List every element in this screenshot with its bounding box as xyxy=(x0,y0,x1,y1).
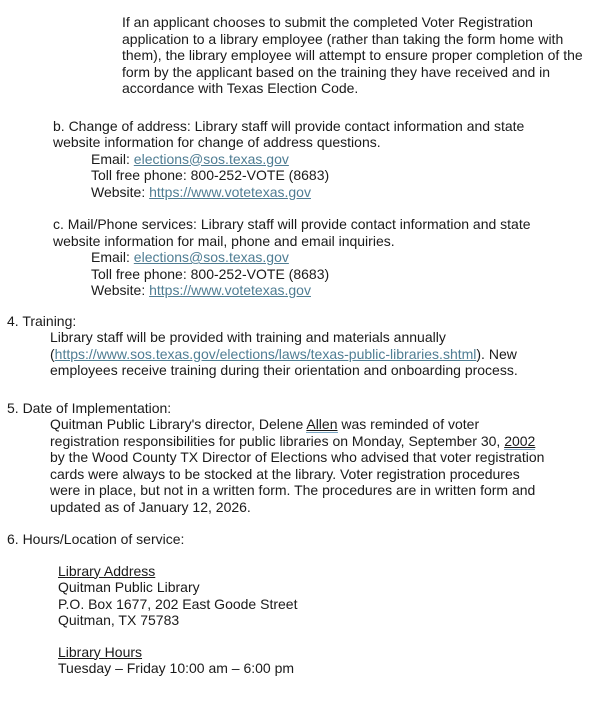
paren-open: ( xyxy=(50,345,55,362)
text-line: cards were always to be stocked at the library. Voter registration procedures xyxy=(50,465,520,482)
intro-paragraph xyxy=(122,14,600,97)
email-line xyxy=(91,249,600,266)
text-line: application to a library employee (rather than taking the form home with xyxy=(122,30,564,47)
email-link[interactable]: elections@sos.texas.gov xyxy=(133,150,289,167)
text-line: employees receive training during their orientation and onboarding process. xyxy=(50,362,518,378)
text-line: website information for change of address questions. xyxy=(53,134,381,150)
address-line: Quitman Public Library xyxy=(58,579,200,595)
text-line: website information for mail, phone and email inquiries. xyxy=(53,232,395,249)
text-line: accordance with Texas Election Code. xyxy=(122,80,359,96)
address-line: P.O. Box 1677, 202 East Goode Street xyxy=(58,595,298,612)
email-label: Email: xyxy=(91,150,134,167)
section-b-paragraph xyxy=(53,118,600,151)
contact-block-b xyxy=(91,151,600,201)
website-line xyxy=(91,184,600,201)
text-line xyxy=(50,416,600,433)
grammar-marked-word: Allen xyxy=(306,416,338,432)
website-label: Website: xyxy=(91,183,150,200)
section-c-paragraph xyxy=(53,216,600,249)
section-5-heading: 5. Date of Implementation: xyxy=(7,399,172,416)
website-line xyxy=(91,282,600,299)
text-line: c. Mail/Phone services: Library staff will provide contact information and state xyxy=(53,216,531,232)
website-link[interactable]: https://www.votetexas.gov xyxy=(149,183,311,200)
hours-line: Tuesday – Friday 10:00 am – 6:00 pm xyxy=(58,660,295,676)
text-line: Library staff will be provided with training and materials annually xyxy=(50,329,446,345)
training-materials-link[interactable]: https://www.sos.texas.gov/elections/laws/texas-public-libraries.shtml xyxy=(54,345,477,362)
email-line xyxy=(91,151,600,168)
library-hours-heading: Library Hours xyxy=(58,643,143,660)
contact-block-c xyxy=(91,249,600,299)
text-line: by the Wood County TX Director of Elections who advised that voter registration xyxy=(50,449,545,465)
text-line: were in place, but not in a written form. The procedures are in written form and xyxy=(50,482,536,498)
library-hours-block xyxy=(58,644,600,677)
text-line: them), the library employee will attempt to ensure proper completion of the xyxy=(122,47,583,63)
text-segment: Quitman Public Library's director, Delene xyxy=(50,416,307,432)
text-line: form by the applicant based on the training they have received and in xyxy=(122,63,551,80)
website-link[interactable]: https://www.votetexas.gov xyxy=(149,282,311,298)
text-line: If an applicant chooses to submit the completed Voter Registration xyxy=(122,14,533,30)
section-4-heading: 4. Training: xyxy=(7,312,77,329)
email-label: Email: xyxy=(91,249,134,265)
section-5-body xyxy=(50,416,600,515)
phone-line: Toll free phone: 800-252-VOTE (8683) xyxy=(91,167,330,183)
text-line: updated as of January 12, 2026. xyxy=(50,498,251,515)
website-label: Website: xyxy=(91,282,150,298)
section-4-body xyxy=(50,329,600,379)
grammar-marked-word: 2002 xyxy=(504,432,536,449)
text-segment: was reminded of voter xyxy=(337,416,480,432)
text-line xyxy=(50,346,600,363)
text-line xyxy=(50,433,600,450)
address-line: Quitman, TX 75783 xyxy=(58,612,180,628)
paren-close: ). New xyxy=(476,345,517,362)
library-address-block xyxy=(58,563,600,629)
library-address-heading: Library Address xyxy=(58,562,156,579)
email-link[interactable]: elections@sos.texas.gov xyxy=(133,249,289,265)
section-6-heading: 6. Hours/Location of service: xyxy=(7,531,185,547)
phone-line: Toll free phone: 800-252-VOTE (8683) xyxy=(91,265,330,282)
text-segment: registration responsibilities for public libraries on Monday, September 30, xyxy=(50,432,505,449)
text-line: b. Change of address: Library staff will provide contact information and state xyxy=(53,117,525,134)
